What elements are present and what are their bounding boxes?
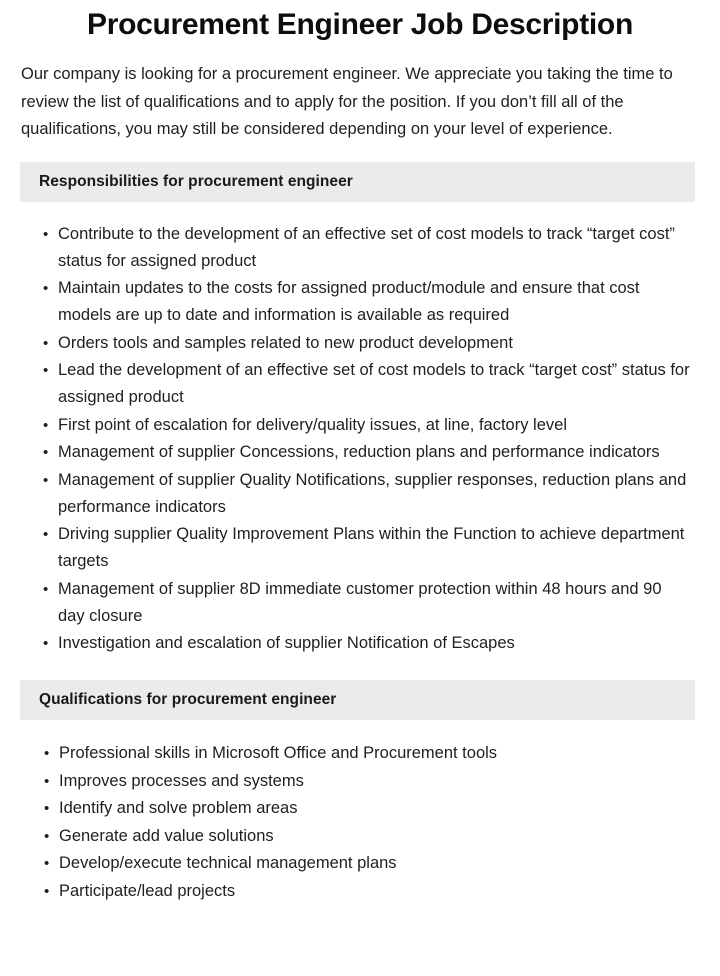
list-item: • Professional skills in Microsoft Office and Procurement tools bbox=[0, 740, 720, 767]
list-item: • Contribute to the development of an effective set of cost models to track “target cost” status for assigned product bbox=[0, 221, 720, 275]
intro-paragraph: Our company is looking for a procurement engineer. We appreciate you taking the time to review the list of qualifications and to apply for the position. If you don’t fill all of the qualifications, you may still be considered depending on your level of experience. bbox=[21, 65, 673, 138]
list-item: • Maintain updates to the costs for assigned product/module and ensure that cost models are up to date and information is available as required bbox=[0, 275, 720, 329]
list-item: • Participate/lead projects bbox=[0, 878, 720, 905]
list-item: • Improves processes and systems bbox=[0, 768, 720, 795]
section-header-responsibilities-label: Responsibilities for procurement engineer bbox=[39, 172, 353, 190]
section-header-responsibilities bbox=[20, 162, 695, 202]
page-title: Procurement Engineer Job Description bbox=[87, 8, 633, 41]
section-header-qualifications bbox=[20, 680, 695, 720]
list-item: • Driving supplier Quality Improvement Plans within the Function to achieve department targets bbox=[0, 521, 720, 575]
list-item: • Management of supplier Concessions, reduction plans and performance indicators bbox=[0, 439, 720, 466]
list-item: • Identify and solve problem areas bbox=[0, 795, 720, 822]
list-item: • Management of supplier 8D immediate customer protection within 48 hours and 90 day closure bbox=[0, 576, 720, 630]
qualifications-list bbox=[0, 720, 720, 905]
section-header-qualifications-label: Qualifications for procurement engineer bbox=[39, 691, 337, 708]
list-item: • Lead the development of an effective set of cost models to track “target cost” status for assigned product bbox=[0, 357, 720, 411]
list-item: • Orders tools and samples related to new product development bbox=[0, 330, 720, 357]
list-item: • Generate add value solutions bbox=[0, 823, 720, 850]
list-item: • Management of supplier Quality Notifications, supplier responses, reduction plans and performance indicators bbox=[0, 467, 720, 521]
list-item: • First point of escalation for delivery/quality issues, at line, factory level bbox=[0, 412, 720, 439]
list-item: • Develop/execute technical management plans bbox=[0, 850, 720, 877]
list-item: • Investigation and escalation of supplier Notification of Escapes bbox=[0, 630, 720, 657]
responsibilities-list bbox=[0, 202, 720, 658]
